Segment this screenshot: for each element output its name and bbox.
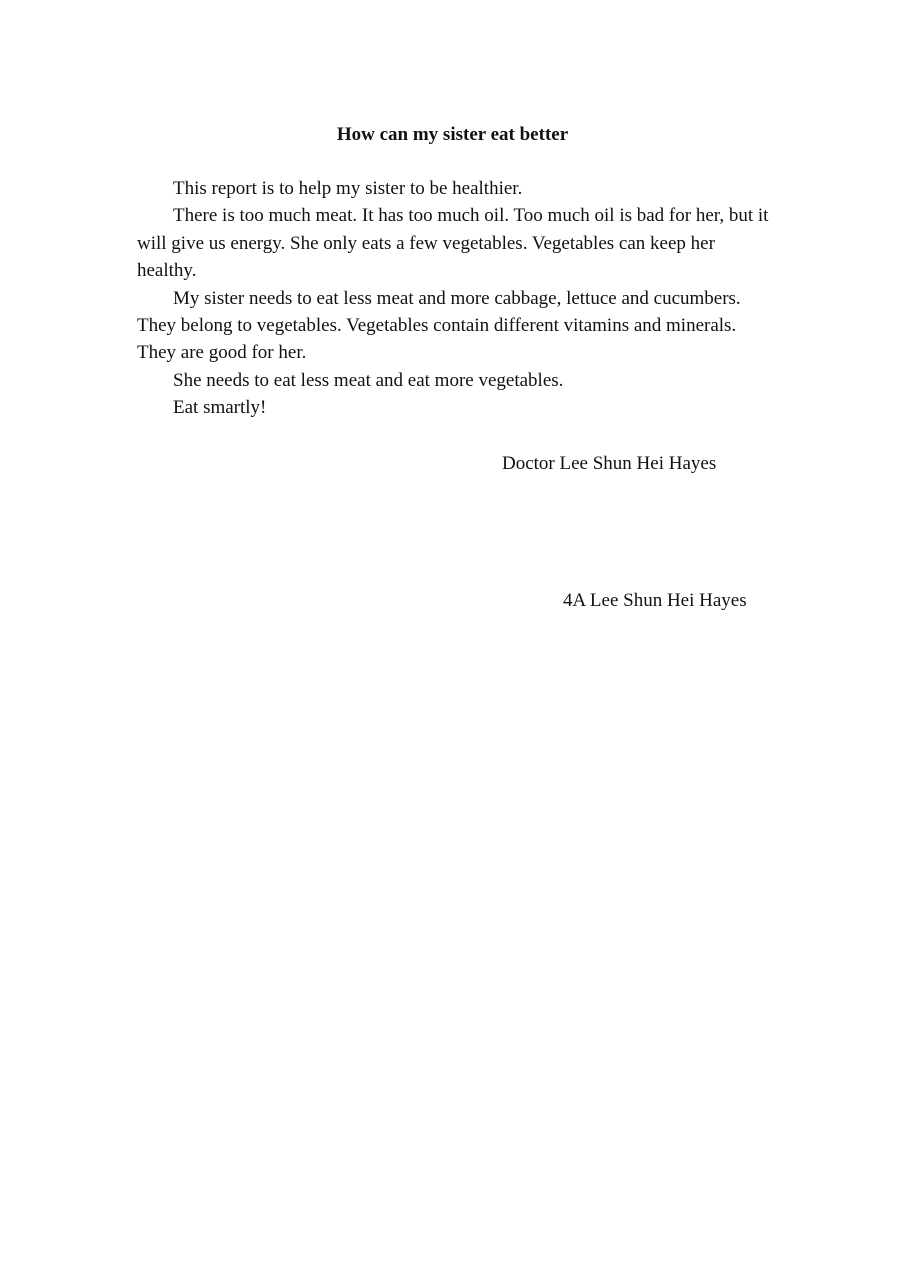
paragraph-closing: Eat smartly! (173, 397, 267, 419)
paragraph-problem: There is too much meat. It has too much oil. Too much oil is bad for her, but it will give us energy. She only eats a few vegetables. Vegetables can keep her healthy. (137, 205, 769, 282)
paragraph-summary: She needs to eat less meat and eat more vegetables. (173, 369, 564, 391)
document-title: How can my sister eat better (336, 124, 569, 145)
doctor-signature: Doctor Lee Shun Hei Hayes (502, 453, 717, 474)
paragraph-advice: My sister needs to eat less meat and more cabbage, lettuce and cucumbers. They belong to vegetables. Vegetables contain different vitamins and minerals. They are good for her. (137, 287, 741, 364)
student-author: 4A Lee Shun Hei Hayes (563, 590, 747, 611)
paragraph-intro: This report is to help my sister to be healthier. (173, 178, 523, 199)
report-body (137, 175, 777, 422)
